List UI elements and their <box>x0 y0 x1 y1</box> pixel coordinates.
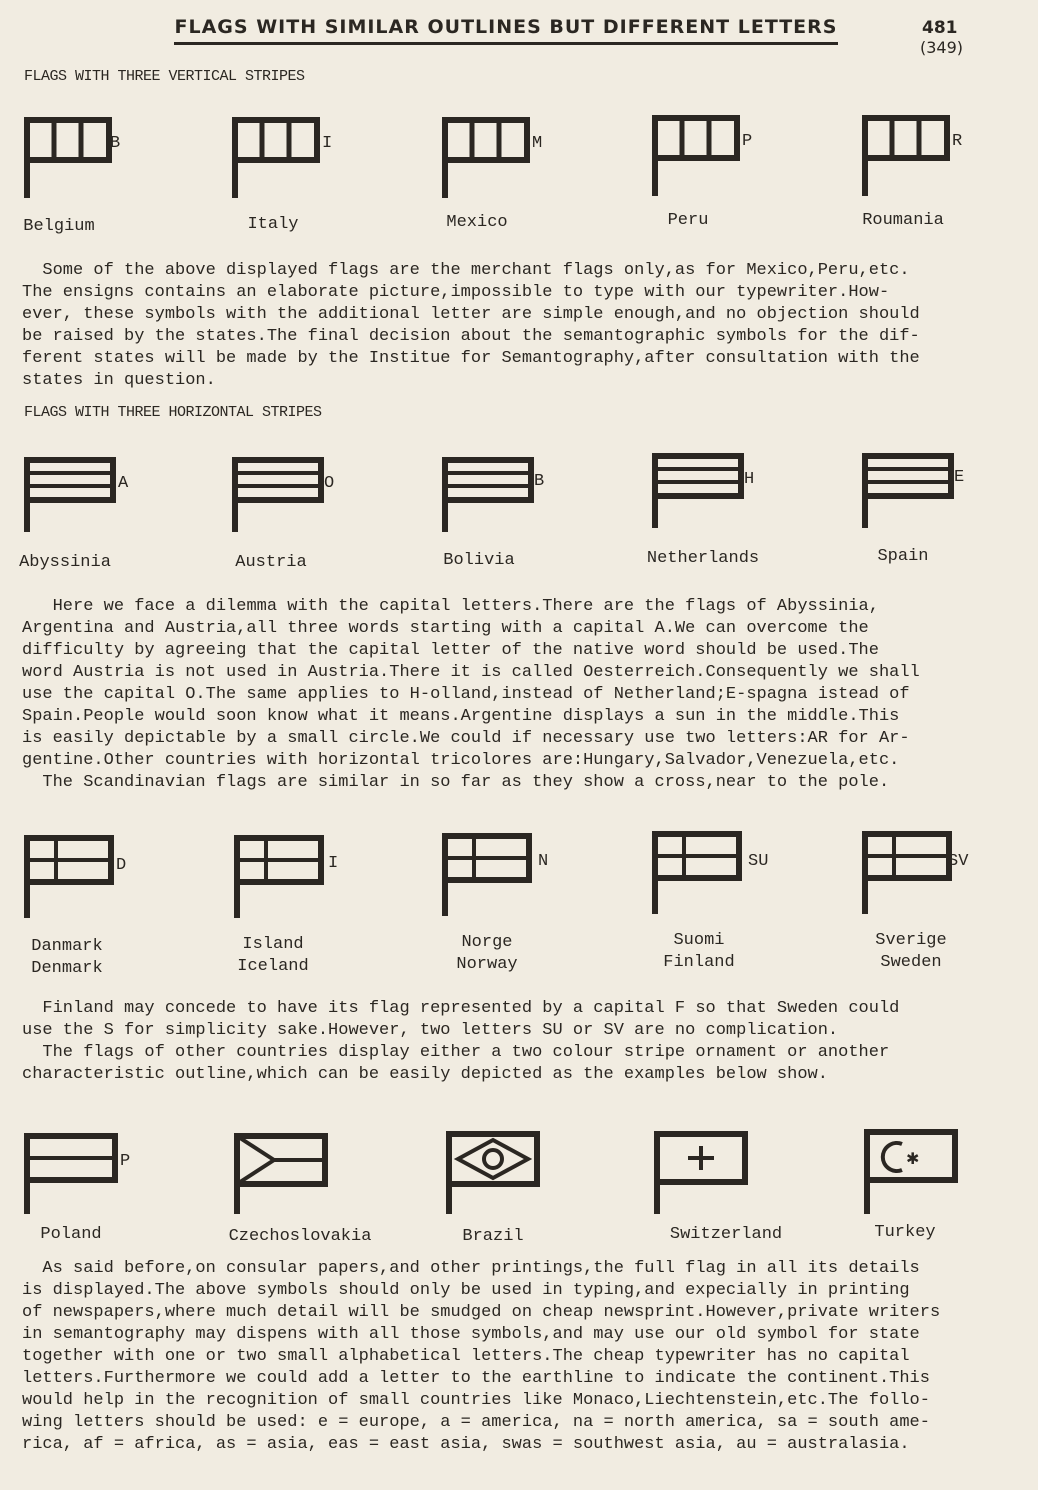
horizontal-flags-row <box>0 448 1038 608</box>
flag-letter: SU <box>748 852 769 871</box>
country-name-english: Norway <box>456 955 518 974</box>
flag-austria <box>230 448 410 608</box>
horizontal-stripes-flag-icon <box>860 448 970 538</box>
plus-cross-flag-icon <box>652 1124 762 1224</box>
country-name: Austria <box>235 553 307 572</box>
flag-letter: E <box>954 468 965 487</box>
flag-letter: SV <box>948 852 969 871</box>
flag-letter: B <box>110 134 121 153</box>
flag-netherlands <box>646 448 830 608</box>
flag-abyssinia <box>19 448 202 608</box>
country-name: Mexico <box>446 213 508 232</box>
flag-letter: D <box>116 856 127 875</box>
flag-letter: B <box>534 472 545 491</box>
two-stripe-flag-icon <box>22 1124 132 1224</box>
country-name: Czechoslovakia <box>228 1227 372 1246</box>
country-name: Peru <box>667 211 709 230</box>
country-name: Bolivia <box>443 551 515 570</box>
flag-letter: A <box>118 474 129 493</box>
horizontal-stripes-flag-icon <box>650 448 760 538</box>
page-number-alt: (349) <box>920 38 964 57</box>
country-name: Italy <box>247 215 299 234</box>
vertical-stripes-flag-icon <box>230 110 340 200</box>
flag-denmark <box>22 826 202 986</box>
flag-letter: R <box>952 132 963 151</box>
vertical-flags-row <box>0 110 1038 270</box>
flag-letter: P <box>742 132 753 151</box>
horizontal-stripes-heading: FLAGS WITH THREE HORIZONTAL STRIPES <box>24 404 322 421</box>
flag-mexico <box>440 110 620 270</box>
paragraph-consular-papers: As said before,on consular papers,and other printings,the full flag in all its details is displayed.The above symbols should only be used in typing,and expecially in printing of newspapers,where much detail will be smudged on cheap newsprint.However,private writers in semantography may dispens with all those symbols,and may use our old symbol for state together with one or two small alphabetical letters.The cheap typewriter has no capital letters.Furthermore we could add a letter to the earthline to indicate the continent.This would help in the recognition of small countries like Monaco,Liechtenstein,etc.The follo- wing letters should be used: e = europe, a = america, na = north america, sa = south ame- rica, af = africa, as = asia, eas = east asia, swas = southwest asia, au = australasia. <box>22 1259 941 1454</box>
flag-letter: O <box>324 474 335 493</box>
nordic-cross-flag-icon <box>232 826 342 926</box>
page-number: 481 <box>922 18 958 38</box>
flag-belgium <box>22 110 202 270</box>
flag-letter: H <box>744 470 755 489</box>
vertical-stripes-flag-icon <box>440 110 550 200</box>
flag-spain <box>860 448 1038 608</box>
paragraph-capital-letters: Here we face a dilemma with the capital letters.There are the flags of Abyssinia, Argentina and Austria,all three words starting with a capital A.We can overcome the difficulty by agreeing that the capital letter of the native word should be used.The word Austria is not used in Austria.There it is called Oesterreich.Consequently we shall use the capital O.The same applies to H-olland,instead of Netherland;E-spagna istead of Spain.People would soon know what it means.Argentine displays a sun in the middle.This is easily depictable by a small circle.We could if necessary use two letters:AR for Ar- gentine.Other countries with horizontal tricolores are:Hungary,Salvador,Venezuela,etc. The Scandinavian flags are similar in so far as they show a cross,near to the pole. <box>22 597 920 792</box>
country-name: Spain <box>877 547 929 566</box>
triangle-hoist-flag-icon <box>232 1124 342 1224</box>
flag-finland <box>650 826 830 986</box>
flag-letter: I <box>322 134 333 153</box>
country-name-native: Norge <box>461 933 513 952</box>
flag-peru <box>650 110 830 270</box>
flag-bolivia <box>440 448 620 608</box>
paragraph-finland-sweden: Finland may concede to have its flag represented by a capital F so that Sweden could use the S for simplicity sake.However, two letters SU or SV are no complication. The flags of other countries display either a two colour stripe ornament or another characteristic outline,which can be easily depicted as the examples below show. <box>22 999 900 1084</box>
country-name-native: Sverige <box>875 931 947 950</box>
vertical-stripes-flag-icon <box>860 110 970 200</box>
horizontal-stripes-flag-icon <box>440 448 550 538</box>
nordic-cross-flag-icon <box>860 826 970 926</box>
country-name: Poland <box>40 1225 102 1244</box>
nordic-cross-flag-icon <box>22 826 132 926</box>
country-name-native: Danmark <box>31 937 103 956</box>
flag-italy <box>230 110 410 270</box>
country-name-native: Island <box>242 935 304 954</box>
crescent-star-flag-icon <box>862 1124 972 1224</box>
svg-text:✱: ✱ <box>906 1149 920 1168</box>
nordic-cross-flag-icon <box>440 826 550 926</box>
flag-letter: N <box>538 852 549 871</box>
horizontal-stripes-flag-icon <box>230 448 340 538</box>
country-name: Netherlands <box>646 549 760 568</box>
country-name: Turkey <box>874 1223 936 1242</box>
scandinavian-flags-row <box>0 826 1038 986</box>
horizontal-stripes-flag-icon <box>22 448 132 538</box>
paragraph-merchant-flags: Some of the above displayed flags are the merchant flags only,as for Mexico,Peru,etc. The ensigns contains an elaborate picture,impossible to type with our typewriter.How- ever, these symbols with the additional letter are simple enough,and no objection should be raised by the states.The final decision about the semantographic symbols for the dif- ferent states will be made by the Institue for Semantography,after consultation with the states in question. <box>22 261 920 390</box>
country-name: Brazil <box>462 1227 524 1246</box>
flag-letter: P <box>120 1152 131 1171</box>
flag-iceland <box>232 826 412 986</box>
country-name: Abyssinia <box>19 553 111 572</box>
nordic-cross-flag-icon <box>650 826 760 926</box>
page-title: FLAGS WITH SIMILAR OUTLINES BUT DIFFERENT LETTERS <box>174 16 838 45</box>
vertical-stripes-flag-icon <box>22 110 132 200</box>
flag-letter: I <box>328 854 339 873</box>
country-name-native: Suomi <box>673 931 725 950</box>
flag-letter: M <box>532 134 543 153</box>
country-name: Roumania <box>862 211 944 230</box>
country-name-english: Sweden <box>880 953 942 972</box>
vertical-stripes-heading: FLAGS WITH THREE VERTICAL STRIPES <box>24 68 305 85</box>
flag-roumania <box>860 110 1038 270</box>
flag-sweden <box>860 826 1038 986</box>
country-name-english: Iceland <box>237 957 309 976</box>
country-name: Belgium <box>23 217 95 236</box>
flag-norway <box>440 826 620 986</box>
vertical-stripes-flag-icon <box>650 110 760 200</box>
country-name: Switzerland <box>669 1225 783 1244</box>
country-name-english: Finland <box>663 953 735 972</box>
diamond-circle-flag-icon <box>444 1124 554 1224</box>
country-name-english: Denmark <box>31 959 103 978</box>
